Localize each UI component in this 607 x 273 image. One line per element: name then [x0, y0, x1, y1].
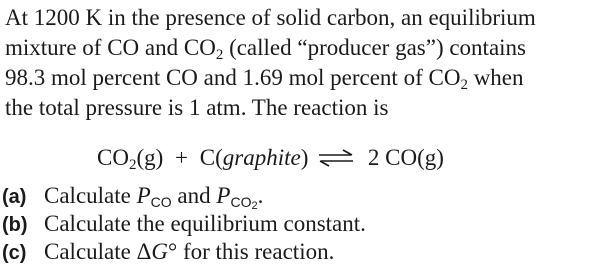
part-c-rest: ° for this reaction. — [168, 239, 335, 264]
pressure-symbol: P — [216, 183, 231, 208]
part-label-a: (a) — [2, 186, 27, 208]
pressure-sub-co2-text: CO — [230, 194, 252, 210]
intro-line-2 — [5, 33, 605, 63]
gibbs-symbol: G — [151, 239, 169, 264]
reactant-co2 — [97, 145, 164, 173]
problem-statement — [5, 3, 605, 123]
part-a-calc: Calculate — [44, 183, 131, 208]
intro-line-1: At 1200 K in the presence of solid carbon, an equilibrium — [5, 5, 536, 30]
reactant-graphite — [200, 145, 309, 170]
question-part-b — [2, 210, 606, 238]
part-c-calc: Calculate Δ — [44, 239, 152, 264]
subscript-2: 2 — [215, 47, 224, 63]
intro-line-2-text: mixture of CO and CO — [5, 35, 216, 60]
part-b-text: Calculate the equilibrium constant. — [44, 211, 366, 236]
reactant-graphite-word: graphite — [222, 145, 301, 170]
part-a-text — [44, 182, 263, 210]
pressure-sub-co2-two: 2 — [251, 200, 258, 212]
part-c-text — [44, 238, 334, 266]
part-a-and: and — [177, 183, 211, 208]
pressure-symbol: P — [136, 183, 151, 208]
part-label-b: (b) — [2, 214, 28, 236]
subscript-2: 2 — [460, 77, 468, 93]
part-label-c: (c) — [2, 242, 27, 264]
product-co: 2 CO(g) — [367, 145, 444, 170]
intro-line-2-rest: (called “producer gas”) contains — [229, 35, 526, 60]
question-part-a — [2, 182, 606, 210]
part-a-period: . — [257, 183, 264, 208]
equilibrium-arrow-icon — [316, 148, 356, 168]
reactant-graphite-close: ) — [300, 145, 309, 170]
intro-line-3-rest: when — [473, 65, 524, 90]
problem-intro — [5, 3, 605, 123]
pressure-sub-co: CO — [150, 194, 172, 210]
intro-line-3-text: 98.3 mol percent CO and 1.69 mol percent of CO — [5, 65, 461, 90]
reactant-graphite-open: C( — [199, 145, 223, 170]
reaction-equation — [97, 143, 444, 173]
question-part-c — [2, 238, 606, 266]
plus-sign: + — [175, 145, 189, 170]
reactant-co2-subscript: 2 — [128, 157, 137, 173]
intro-line-3 — [5, 63, 605, 93]
question-parts — [2, 182, 606, 266]
intro-line-4: the total pressure is 1 atm. The reaction is — [5, 95, 389, 120]
reactant-co2-formula: CO — [97, 145, 129, 170]
reactant-co2-state: (g) — [136, 145, 164, 170]
pressure-sub-co2 — [230, 194, 257, 210]
